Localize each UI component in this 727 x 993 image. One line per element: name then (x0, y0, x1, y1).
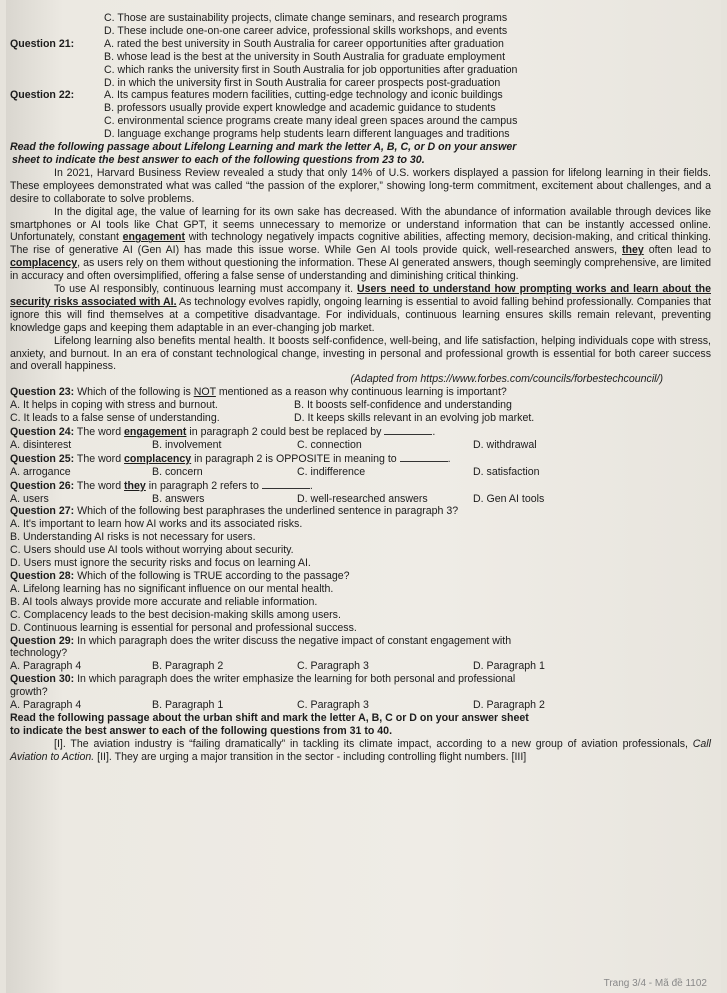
instruction-2-line-1: Read the following passage about the urban shift and mark the letter A, B, C or D on your answer sheet (10, 711, 529, 724)
question-28 (10, 570, 711, 583)
question-23 (10, 386, 711, 399)
q30-options (10, 699, 711, 712)
question-28-label: Question 28: (10, 569, 75, 582)
question-26 (10, 479, 711, 493)
q22-option-c: C. environmental science programs create many ideal green spaces around the campus (104, 115, 518, 128)
p4-text: Lifelong learning also benefits mental health. It boosts self-confidence, well-being, and life satisfaction, helping individuals cope with stress, anxiety, and burnout. In an era of constant technological change, investing in personal and professional growth is essential for both career success and overall happiness. (10, 334, 711, 373)
q30-option-b: B. Paragraph 1 (152, 699, 224, 712)
q24-stem-b: in paragraph 2 could best be replaced by (186, 426, 385, 438)
question-29-label: Question 29: (10, 634, 75, 647)
q24-stem-a: The word (74, 426, 125, 438)
word-engagement: engagement (122, 231, 186, 244)
q26-stem-a: The word (74, 479, 125, 492)
q29-option-a: A. Paragraph 4 (10, 660, 82, 673)
question-25 (10, 452, 711, 466)
p2-text-a: In the digital age, the value of learning for its own sake has decreased. With the abundance of information available through devices like smartphones or AI tools like Chat GPT, it seems unnecessary to memorize or understand information that can be instantly accessed online. Unfortunately, constant (10, 205, 711, 244)
q26-blank (262, 479, 310, 489)
q24-options (10, 439, 711, 452)
passage-2-text-a: [I]. The aviation industry is “failing dramatically” in tackling its climate impact, according to a new group of aviation professionals, (54, 737, 693, 750)
q26-word: they (124, 479, 146, 492)
q25-blank (400, 452, 448, 462)
q30-option-c: C. Paragraph 3 (297, 699, 369, 712)
q28-option-d: D. Continuous learning is essential for personal and professional success. (10, 621, 357, 634)
q26-stem-b: in paragraph 2 refers to (145, 479, 262, 492)
question-30-label: Question 30: (10, 673, 75, 686)
instruction-2-line-2: to indicate the best answer to each of the following questions from 31 to 40. (10, 724, 393, 737)
q30-stem-2: growth? (10, 686, 48, 699)
q25-option-c: C. indifference (297, 465, 366, 478)
question-24-label: Question 24: (10, 426, 75, 438)
word-complacency: complacency (10, 257, 78, 270)
q23-not: NOT (193, 386, 216, 399)
q23-option-b: B. It boosts self-confidence and understanding (294, 399, 512, 412)
passage-1-paragraph-1 (10, 167, 711, 206)
q30-stem-1: In which paragraph does the writer emphasize the learning for both personal and professional (74, 673, 516, 686)
q27-stem: Which of the following best paraphrases the underlined sentence in paragraph 3? (74, 505, 459, 518)
q23-option-c: C. It leads to a false sense of understanding. (10, 412, 220, 425)
question-29 (10, 635, 711, 648)
exam-page (6, 0, 721, 993)
question-24 (10, 425, 711, 439)
question-26-label: Question 26: (10, 479, 75, 492)
q23-stem-b: mentioned as a reason why continuous learning is important? (215, 386, 507, 399)
p1-text: In 2021, Harvard Business Review revealed a study that only 14% of U.S. workers displayed a passion for lifelong learning in their fields. These employees demonstrated what was called “the passion of the explorer,” showing long-term commitment, excitement about challenges, and a desire to collaborate to solve problems. (10, 166, 711, 205)
q23-option-a: A. It helps in coping with stress and burnout. (10, 399, 218, 412)
option-c-prev: C. Those are sustainability projects, climate change seminars, and research programs (104, 12, 508, 24)
q23-options-row-1 (10, 399, 711, 412)
question-27 (10, 505, 711, 518)
q27-option-b: B. Understanding AI risks is not necessary for users. (10, 531, 256, 544)
q25-option-d: D. satisfaction (473, 465, 540, 478)
q24-word: engagement (124, 426, 187, 438)
q28-option-b: B. AI tools always provide more accurate and reliable information. (10, 595, 318, 608)
q30-option-d: D. Paragraph 2 (473, 699, 545, 712)
q26-stem-c: . (309, 479, 313, 492)
passage-2-text-b: [II]. They are urging a major transition in the sector - including controlling flight numbers. [III] (94, 750, 527, 763)
q21-option-a: A. rated the best university in South Australia for career opportunities after graduation (104, 37, 504, 50)
q24-option-d: D. withdrawal (473, 438, 537, 451)
passage-1-source: (Adapted from https://www.forbes.com/councils/forbestechcouncil/) (350, 373, 663, 386)
q24-blank (384, 425, 432, 435)
q25-option-a: A. arrogance (10, 465, 71, 478)
q23-stem-a: Which of the following is (74, 386, 194, 399)
q29-option-c: C. Paragraph 3 (297, 660, 369, 673)
passage-1-paragraph-2 (10, 206, 711, 283)
passage-2-italic: Call Aviation to Action. (10, 737, 711, 763)
question-25-label: Question 25: (10, 452, 75, 465)
q22-option-a: A. Its campus features modern facilities, cutting-edge technology and iconic buildings (104, 89, 503, 102)
passage-1-paragraph-3 (10, 283, 711, 335)
q28-stem: Which of the following is TRUE according to the passage? (74, 569, 350, 582)
option-d-prev: D. These include one-on-one career advice, professional skills workshops, and events (104, 24, 508, 37)
q22-option-b: B. professors usually provide expert knowledge and academic guidance to students (104, 102, 496, 115)
question-21-label: Question 21: (10, 37, 75, 50)
passage-2-paragraph-1 (10, 738, 711, 764)
q27-option-c: C. Users should use AI tools without worrying about security. (10, 544, 294, 557)
q30-option-a: A. Paragraph 4 (10, 699, 82, 712)
q29-stem-2: technology? (10, 647, 68, 660)
page-footer: Trang 3/4 - Mã đề 1102 (603, 978, 707, 990)
p3-text-b: As technology evolves rapidly, ongoing learning is essential to avoid falling behind professionally. Companies that ignore this will find themselves at a competitive disadvantage. For individuals, continuous learning ensures skills remain relevant, preventing knowledge gaps and keeping them adaptable in an ever-changing job market. (10, 295, 711, 334)
q26-option-a: A. users (10, 492, 49, 505)
q27-option-d: D. Users must ignore the security risks and focus on learning AI. (10, 557, 311, 570)
q21-option-c: C. which ranks the university first in South Australia for job opportunities after graduation (104, 63, 518, 76)
q24-option-b: B. involvement (152, 438, 222, 451)
q24-option-c: C. connection (297, 438, 362, 451)
q24-stem-c: . (432, 426, 436, 438)
question-23-label: Question 23: (10, 386, 75, 399)
p2-text-d: , as users rely on them without questioning the information. These AI generated answers, though seemingly comprehensive, are limited in accuracy and often oversimplified, offering a false sense of understanding and diminishing critical thinking. (10, 257, 711, 283)
q29-option-d: D. Paragraph 1 (473, 660, 545, 673)
q29-options (10, 660, 711, 673)
q29-option-b: B. Paragraph 2 (152, 660, 224, 673)
p2-text-c: often lead to (643, 244, 712, 257)
question-21 (10, 38, 711, 51)
q28-option-a: A. Lifelong learning has no significant influence on our mental health. (10, 582, 334, 595)
q26-options (10, 493, 711, 506)
q21-option-d: D. in which the university first in South Australia for career prospects post-graduation (104, 76, 501, 89)
p2-text-b: with technology negatively impacts cognitive abilities, affecting memory, decision-making, and critical thinking. The rise of generative AI (Gen AI) has made this issue worse. While Gen AI tools provide quick, well-researched answers, (10, 231, 711, 257)
q21-option-b: B. whose lead is the best at the university in South Australia for graduate employment (104, 50, 506, 63)
instruction-1-line-2: sheet to indicate the best answer to each of the following questions from 23 to 30. (12, 153, 425, 166)
word-they: they (622, 244, 644, 257)
underlined-sentence: Users need to understand how prompting works and learn about the security risks associated with AI. (10, 283, 711, 308)
q25-word: complacency (124, 452, 192, 465)
q26-option-b: B. answers (152, 492, 205, 505)
q23-options-row-2 (10, 412, 711, 425)
q28-option-c: C. Complacency leads to the best decision-making skills among users. (10, 608, 341, 621)
q25-options (10, 466, 711, 479)
q26-option-c: D. well-researched answers (297, 492, 428, 505)
question-22-label: Question 22: (10, 89, 75, 102)
q22-option-d: D. language exchange programs help students learn different languages and traditions (104, 128, 510, 141)
q25-stem-a: The word (74, 452, 125, 465)
instruction-1-line-1: Read the following passage about Lifelong Learning and mark the letter A, B, C, or D on your answer (10, 141, 517, 154)
passage-1-paragraph-4 (10, 335, 711, 374)
q27-option-a: A. It's important to learn how AI works and its associated risks. (10, 518, 303, 531)
p3-text-a: To use AI responsibly, continuous learning must accompany it. (54, 283, 357, 296)
question-27-label: Question 27: (10, 505, 75, 518)
q29-stem-1: In which paragraph does the writer discuss the negative impact of constant engagement with (74, 634, 512, 647)
q25-stem-c: . (447, 452, 451, 465)
q26-option-d: D. Gen AI tools (473, 492, 545, 505)
q24-option-a: A. disinterest (10, 438, 72, 451)
q25-stem-b: in paragraph 2 is OPPOSITE in meaning to (191, 452, 400, 465)
question-30 (10, 673, 711, 686)
q23-option-d: D. It keeps skills relevant in an evolving job market. (294, 412, 535, 425)
question-22 (10, 89, 711, 102)
q25-option-b: B. concern (152, 465, 203, 478)
